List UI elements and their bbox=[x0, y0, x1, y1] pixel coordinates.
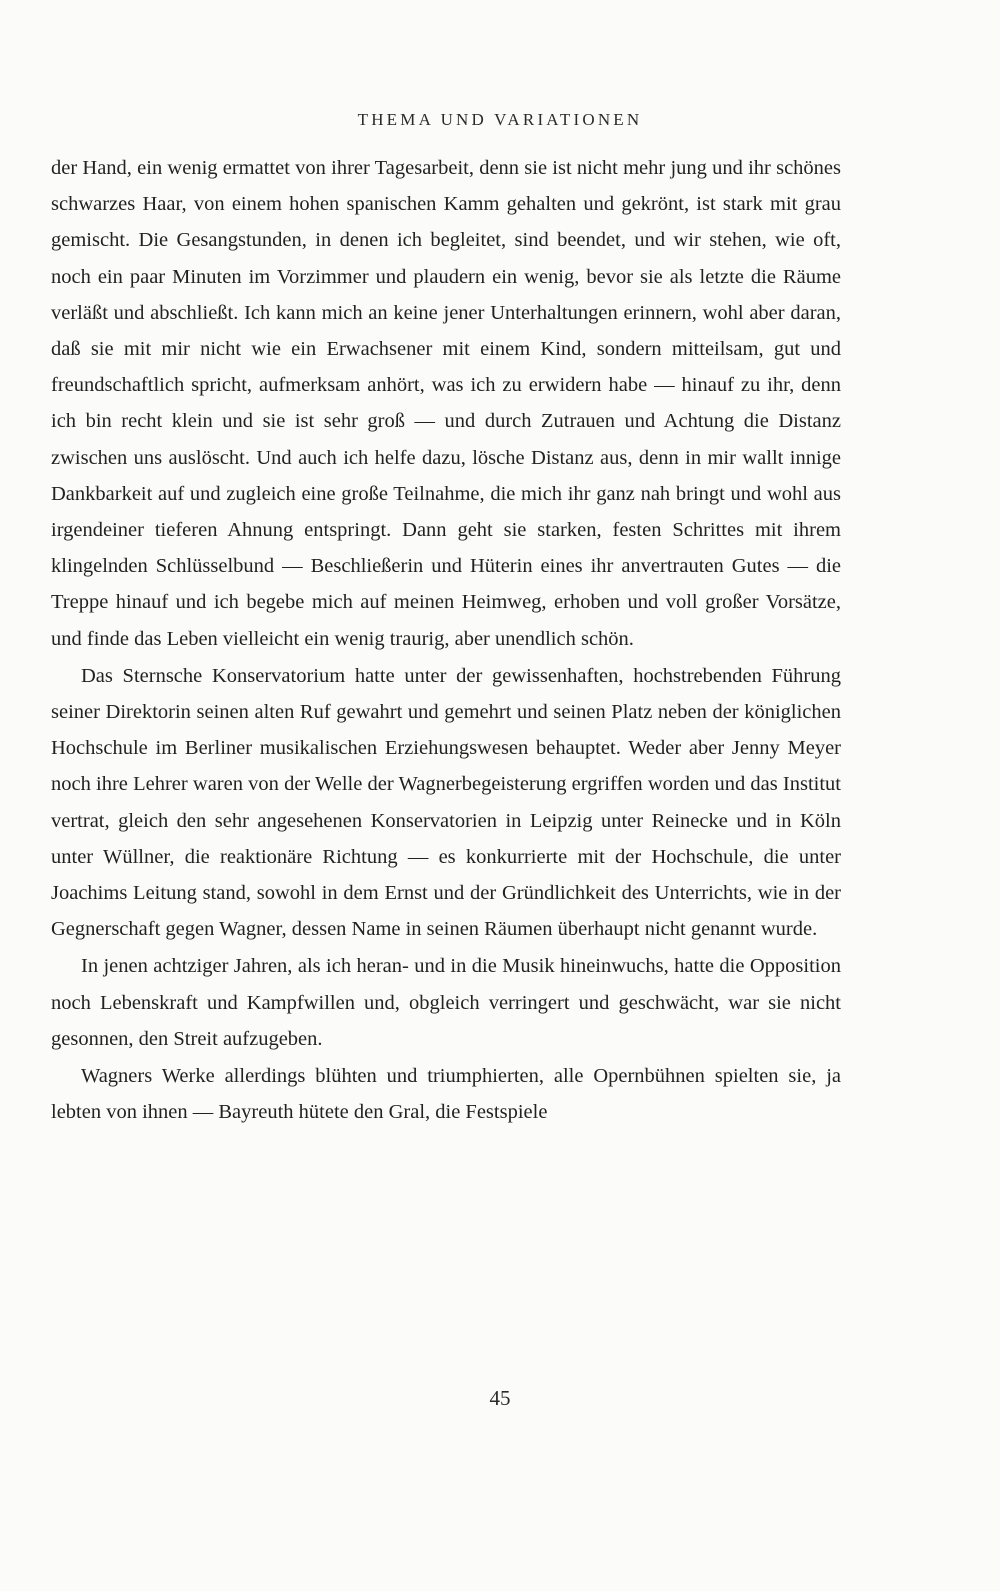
paragraph-3: In jenen achtziger Jahren, als ich heran- und in die Musik hineinwuchs, hatte die Opposition noch Lebenskraft und Kampfwillen und, obgleich verringert und geschwächt, war sie nicht gesonnen, den Streit aufzugeben. bbox=[51, 955, 841, 1050]
running-head: THEMA UND VARIATIONEN bbox=[357, 110, 643, 129]
paragraph-1: der Hand, ein wenig ermattet von ihrer Tagesarbeit, denn sie ist nicht mehr jung und ihr schönes schwarzes Haar, von einem hohen spanischen Kamm gehalten und gekrönt, ist stark mit grau gemischt. Die Gesangstunden, in denen ich begleitet, sind beendet, und wir stehen, wie oft, noch ein paar Minuten im Vorzimmer und plaudern ein wenig, bevor sie als letzte die Räume verläßt und abschließt. Ich kann mich an keine jener Unterhaltungen erinnern, wohl aber daran, daß sie mit mir nicht wie ein Erwachsener mit einem Kind, sondern mitteilsam, gut und freundschaftlich spricht, aufmerksam anhört, was ich zu erwidern habe — hinauf zu ihr, denn ich bin recht klein und sie ist sehr groß — und durch Zutrauen und Achtung die Distanz zwischen uns auslöscht. Und auch ich helfe dazu, lösche Distanz aus, denn in mir wallt innige Dankbarkeit auf und zugleich eine große Teilnahme, die mich ihr ganz nah bringt und wohl aus irgendeiner tieferen Ahnung entspringt. Dann geht sie starken, festen Schrittes mit ihrem klingelnden Schlüsselbund — Beschließerin und Hüterin eines ihr anvertrauten Gutes — die Treppe hinauf und ich begebe mich auf meinen Heimweg, erhoben und voll großer Vorsätze, und finde das Leben vielleicht ein wenig traurig, aber unendlich schön. bbox=[51, 157, 841, 650]
paragraph-4: Wagners Werke allerdings blühten und triumphierten, alle Opernbühnen spielten sie, ja lebten von ihnen — Bayreuth hütete den Gral, die Festspiele bbox=[51, 1065, 841, 1124]
page-number: 45 bbox=[489, 1386, 511, 1410]
body-text bbox=[51, 150, 841, 1130]
paragraph-2: Das Sternsche Konservatorium hatte unter der gewissenhaften, hochstrebenden Führung seiner Direktorin seinen alten Ruf gewahrt und gemehrt und seinen Platz neben der königlichen Hochschule im Berliner musikalischen Erziehungswesen behauptet. Weder aber Jenny Meyer noch ihre Lehrer waren von der Welle der Wagnerbegeisterung ergriffen worden und das Institut vertrat, gleich den sehr angesehenen Konservatorien in Leipzig unter Reinecke und in Köln unter Wüllner, die reaktionäre Richtung — es konkurrierte mit der Hochschule, die unter Joachims Leitung stand, sowohl in dem Ernst und der Gründlichkeit des Unterrichts, wie in der Gegnerschaft gegen Wagner, dessen Name in seinen Räumen überhaupt nicht genannt wurde. bbox=[51, 664, 841, 941]
